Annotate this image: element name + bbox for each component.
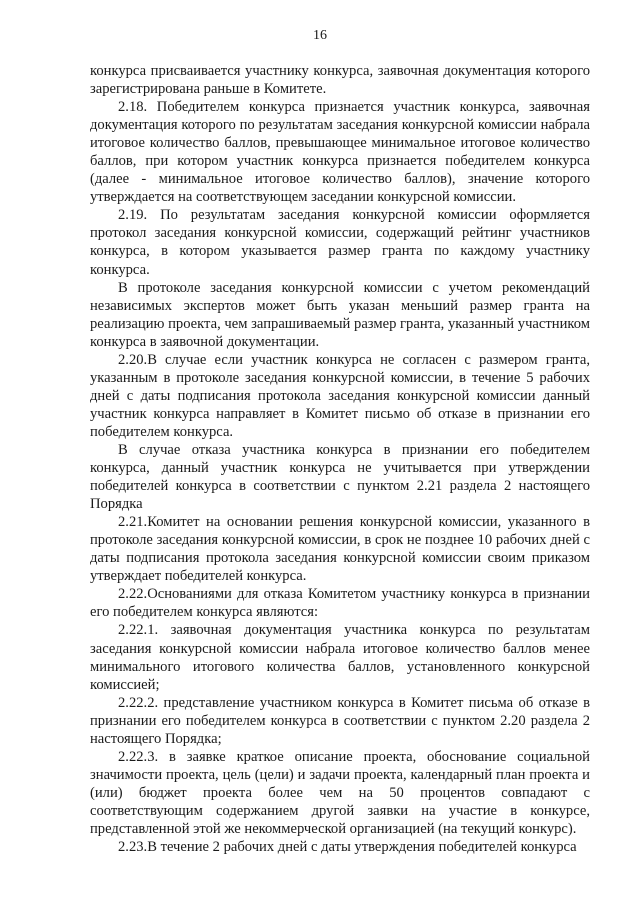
paragraph-2-22-1: 2.22.1. заявочная документация участника конкурса по результатам заседания конкурсной комиссии набрала итоговое количество баллов менее минимального итогового количества баллов, установленного конкурсной комиссией; bbox=[90, 622, 590, 693]
paragraph-2-21: 2.21.Комитет на основании решения конкурсной комиссии, указанного в протоколе заседания конкурсной комиссии, в срок не позднее 10 рабочих дней с даты подписания протокола заседания конкурсной комиссии своим приказом утверждает победителей конкурса. bbox=[90, 514, 590, 585]
paragraph-2-18: 2.18. Победителем конкурса признается участник конкурса, заявочная документация которого по результатам заседания конкурсной комиссии набрала итоговое количество баллов, превышающее минимальное итоговое количество баллов, при котором участник конкурса признается победителем конкурса (далее - минимальное итоговое количество баллов), значение которого утверждается на соответствующем заседании конкурсной комиссии. bbox=[90, 99, 590, 206]
paragraph-refusal-case: В случае отказа участника конкурса в признании его победителем конкурса, данный участник конкурса не учитывается при утверждении победителей конкурса в соответствии с пунктом 2.21 раздела 2 настоящего Порядка bbox=[90, 441, 590, 513]
paragraph-protocol-note: В протоколе заседания конкурсной комиссии с учетом рекомендаций независимых экспертов может быть указан меньший размер гранта на реализацию проекта, чем запрашиваемый размер гранта, указанный участником конкурса в заявочной документации. bbox=[90, 279, 590, 350]
paragraph-2-22: 2.22.Основаниями для отказа Комитетом участнику конкурса в признании его победителем конкурса являются: bbox=[90, 586, 590, 621]
paragraph-2-23: 2.23.В течение 2 рабочих дней с даты утверждения победителей конкурса bbox=[118, 839, 577, 856]
paragraph-2-22-2: 2.22.2. представление участником конкурса в Комитет письма об отказе в признании его победителем конкурса в соответствии с пунктом 2.20 раздела 2 настоящего Порядка; bbox=[90, 694, 590, 747]
paragraph-2-19: 2.19. По результатам заседания конкурсной комиссии оформляется протокол заседания конкурсной комиссии, содержащий рейтинг участников конкурса, в котором указывается размер гранта по каждому участнику конкурса. bbox=[90, 207, 590, 278]
paragraph-2-22-3: 2.22.3. в заявке краткое описание проекта, обоснование социальной значимости проекта, цель (цели) и задачи проекта, календарный план проекта и (или) бюджет проекта более чем на 50 процентов совпадают с соответствующим содержанием другой заявки на участие в конкурсе, представленной этой же некоммерческой организацией (на текущий конкурс). bbox=[90, 748, 590, 837]
paragraph-2-20: 2.20.В случае если участник конкурса не согласен с размером гранта, указанным в протоколе заседания конкурсной комиссии, в течение 5 рабочих дней с даты подписания протокола заседания конкурсной комиссии данный участник конкурса направляет в Комитет письмо об отказе в признании его победителем конкурса. bbox=[90, 351, 590, 440]
document-body bbox=[90, 62, 590, 856]
paragraph-continuation: конкурса присваивается участнику конкурса, заявочная документация которого зарегистрирована раньше в Комитете. bbox=[90, 63, 590, 98]
page-number: 16 bbox=[313, 28, 327, 43]
